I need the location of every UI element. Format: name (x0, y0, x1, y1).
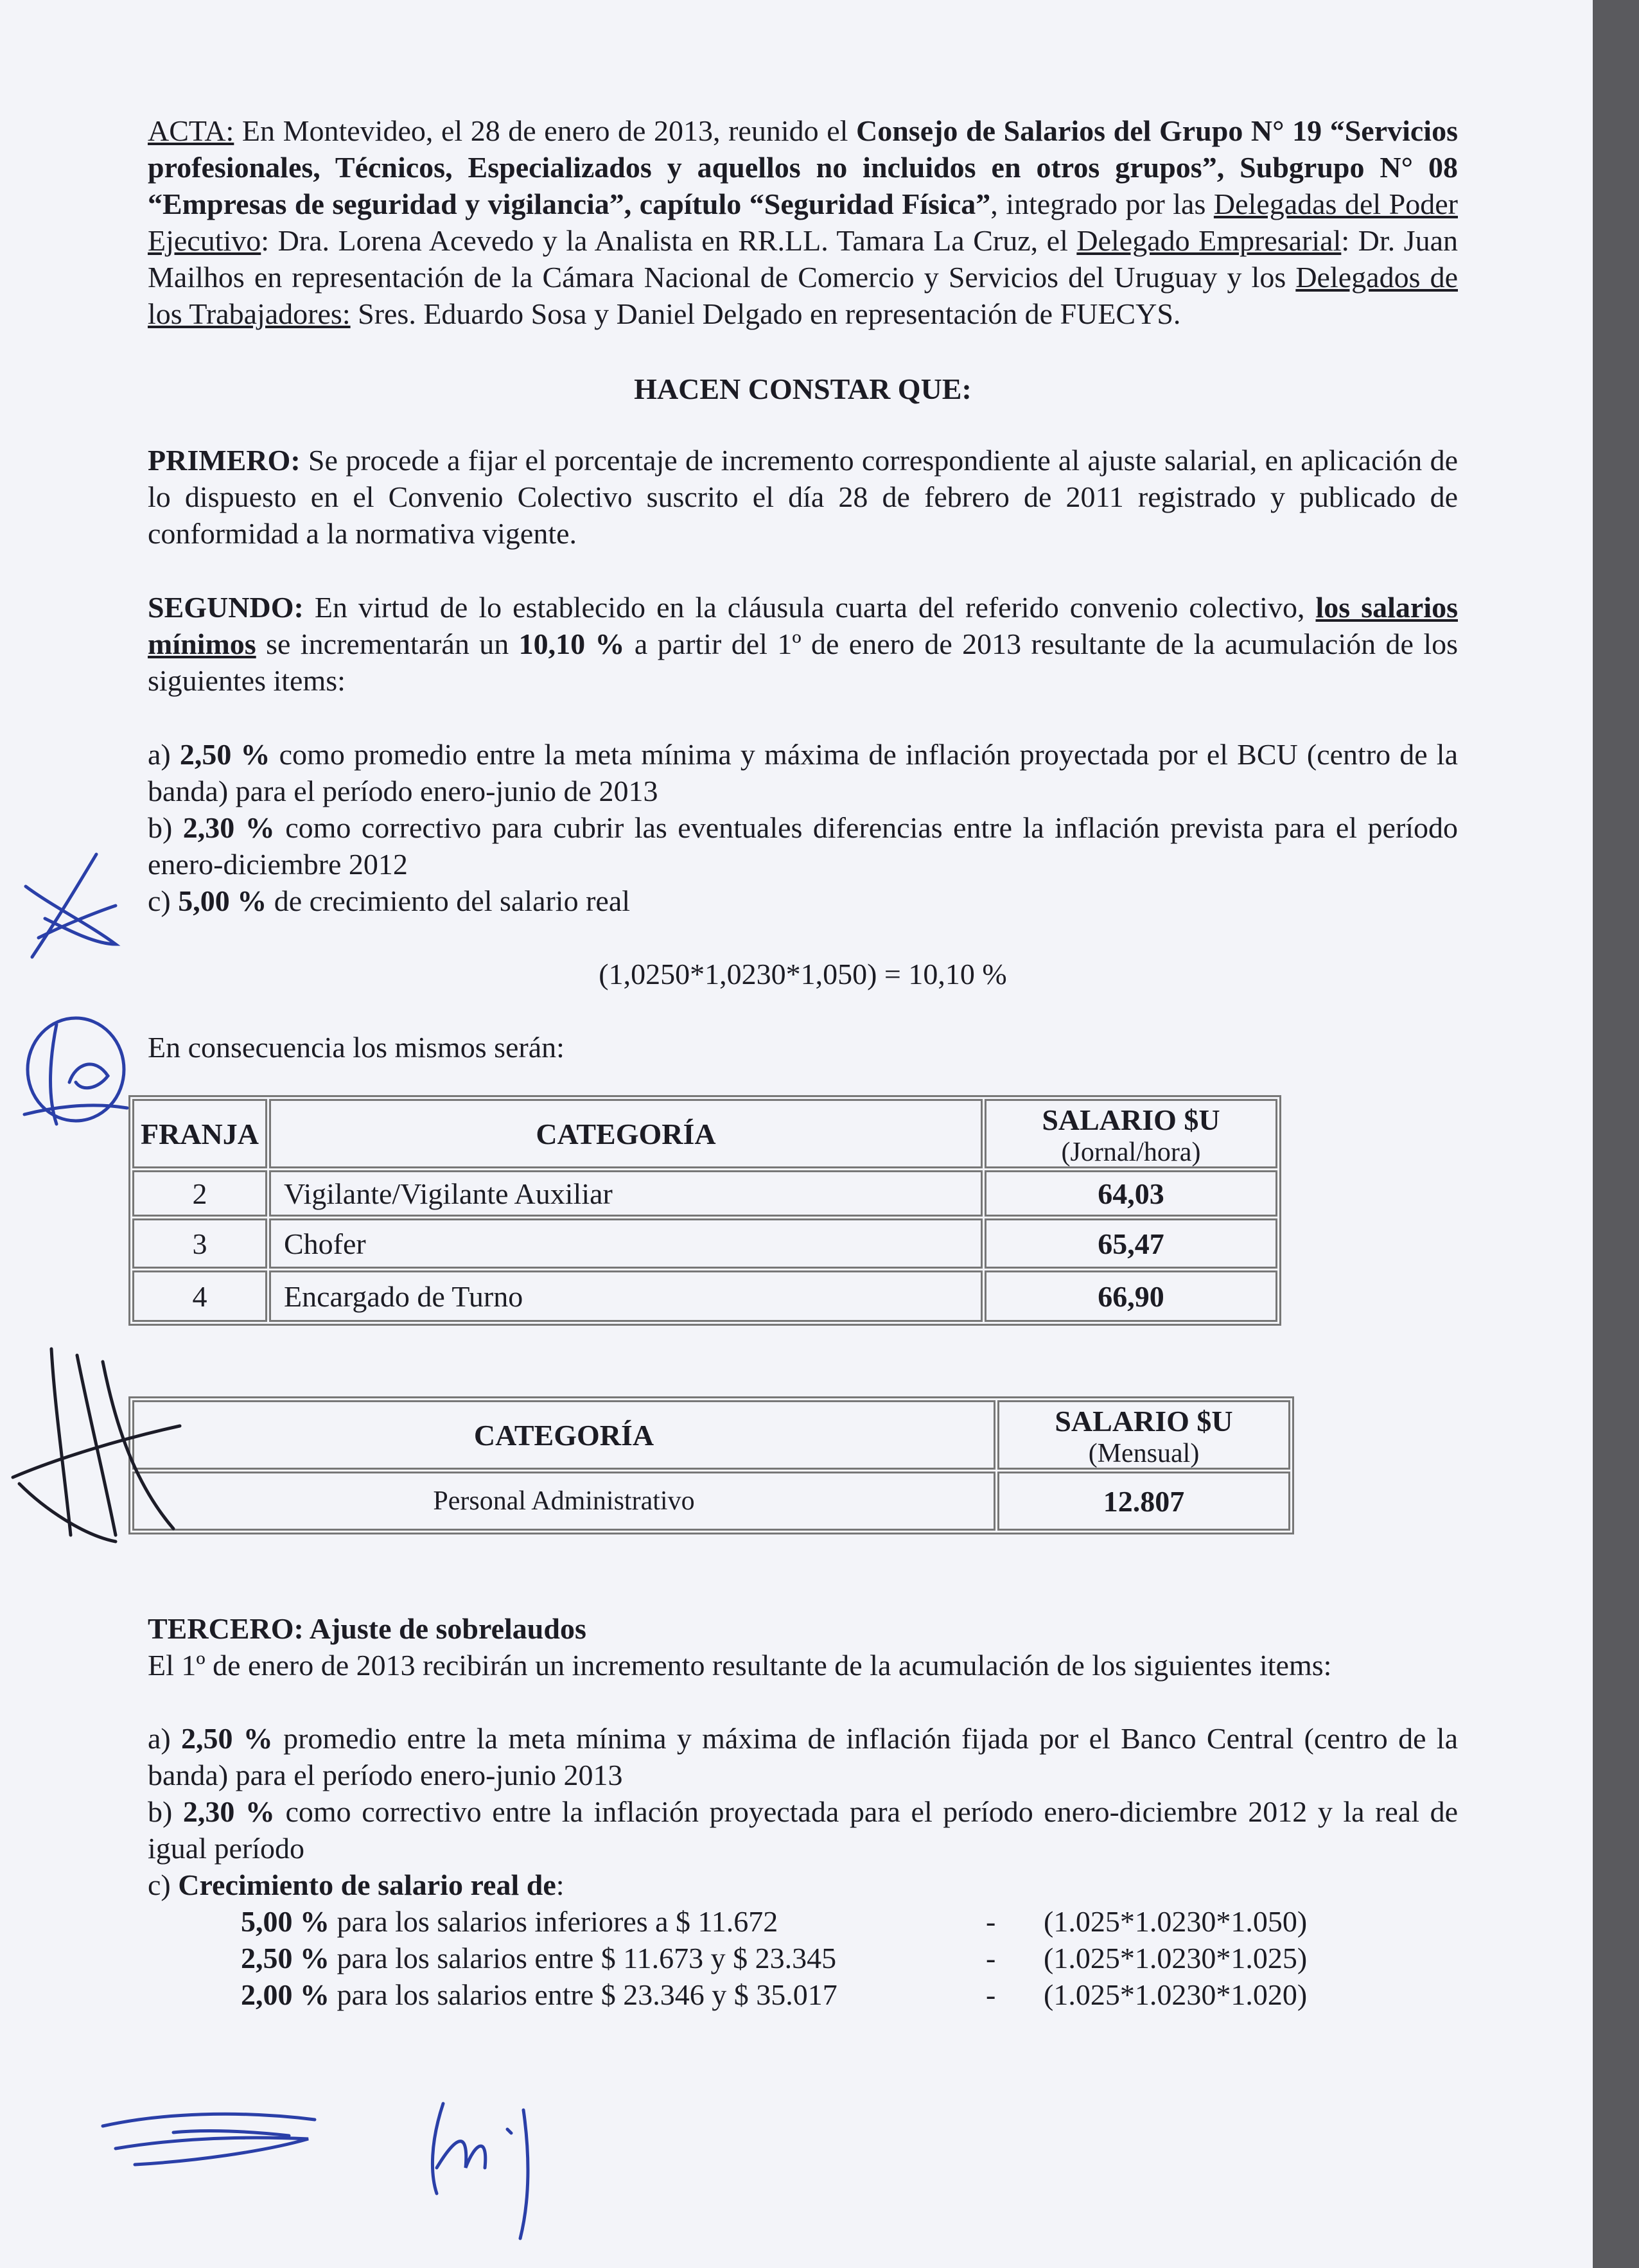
growth-pct: 2,00 % (241, 1978, 329, 2011)
primero-paragraph (148, 442, 1458, 552)
cell-salario: 12.807 (997, 1472, 1290, 1531)
acta-text-1: En Montevideo, el 28 de enero de 2013, reunido el (234, 114, 856, 147)
segundo-formula: (1,0250*1,0230*1,050) = 10,10 % (599, 958, 1007, 990)
item-value: 2,30 % (182, 1795, 275, 1828)
acta-text-2: , integrado por las (990, 188, 1214, 220)
item-letter: c) (148, 1868, 179, 1901)
cell-categoria: Encargado de Turno (269, 1270, 983, 1322)
item-text: promedio entre la meta mínima y máxima de inflación fijada por el Banco Central (centro de la banda) para el período enero-junio 2013 (148, 1722, 1458, 1791)
cell-franja: 3 (132, 1218, 267, 1269)
cell-categoria: Chofer (269, 1218, 983, 1269)
table-row (132, 1170, 1277, 1217)
acta-label: ACTA: (148, 114, 234, 147)
segundo-item-b (148, 809, 1458, 883)
segundo-label: SEGUNDO: (148, 591, 304, 624)
growth-dash: - (986, 1978, 996, 2011)
item-value: 2,50 % (179, 738, 270, 771)
growth-pct: 5,00 % (241, 1905, 329, 1938)
item-value: 2,30 % (182, 811, 275, 844)
tercero-item-b (148, 1793, 1458, 1867)
cell-categoria: Vigilante/Vigilante Auxiliar (269, 1170, 983, 1217)
signature-5 (417, 2091, 546, 2248)
growth-formula: (1.025*1.0230*1.050) (1044, 1905, 1308, 1938)
item-letter: b) (148, 811, 183, 844)
col-salario-unit: (Mensual) (1088, 1438, 1200, 1468)
salary-table-monthly (128, 1396, 1294, 1534)
growth-desc: para los salarios inferiores a $ 11.672 (329, 1905, 778, 1938)
acta-text-3: : Dra. Lorena Acevedo y la Analista en RR.LL. Tamara La Cruz, el (261, 224, 1077, 257)
col-salario (997, 1400, 1290, 1470)
col-salario-unit: (Jornal/hora) (1061, 1137, 1201, 1167)
signature-initial-2 (12, 1005, 140, 1137)
tercero-intro: El 1º de enero de 2013 recibirán un incremento resultante de la acumulación de los siguientes items: (148, 1649, 1332, 1682)
table-header-row (132, 1400, 1290, 1470)
scanner-edge (1593, 0, 1639, 2268)
heading-hacen-constar: HACEN CONSTAR QUE: (634, 373, 972, 405)
salary-table-hourly (128, 1095, 1281, 1326)
primero-label: PRIMERO: (148, 444, 301, 477)
table-row (132, 1218, 1277, 1269)
item-value: 5,00 % (178, 884, 267, 917)
item-letter: b) (148, 1795, 183, 1828)
col-categoria: CATEGORÍA (269, 1099, 983, 1168)
primero-text: Se procede a fijar el porcentaje de incremento correspondiente al ajuste salarial, en aplicación de lo dispuesto en el Convenio Colectivo suscrito el día 28 de febrero de 2011 registrado y publicado de conformidad a la normativa vigente. (148, 444, 1458, 550)
segundo-item-c (148, 883, 1458, 919)
growth-text (148, 1976, 986, 2013)
segundo-percent: 10,10 % (518, 628, 625, 660)
item-text: como correctivo entre la inflación proyectada para el período enero-diciembre 2012 y la real de igual período (148, 1795, 1459, 1865)
acta-text-5: Sres. Eduardo Sosa y Daniel Delgado en representación de FUECYS. (350, 297, 1181, 330)
cell-salario: 65,47 (985, 1218, 1277, 1269)
growth-row (148, 1940, 1458, 1976)
item-text: de crecimiento del salario real (267, 884, 631, 917)
segundo-consecuencia: En consecuencia los mismos serán: (148, 1031, 565, 1064)
tercero-item-a (148, 1720, 1458, 1793)
cell-salario: 64,03 (985, 1170, 1277, 1217)
item-letter: a) (148, 738, 180, 771)
col-salario-label: SALARIO $U (1055, 1404, 1233, 1437)
growth-dash: - (986, 1942, 996, 1974)
col-salario-label: SALARIO $U (1042, 1103, 1220, 1136)
acta-worker-delegates: Delegados de los Trabajadores: (148, 261, 1458, 330)
growth-row (148, 1976, 1458, 2013)
cell-categoria: Personal Administrativo (132, 1472, 995, 1531)
cell-salario: 66,90 (985, 1270, 1277, 1322)
table-header-row (132, 1099, 1277, 1168)
col-salario (985, 1099, 1277, 1168)
signature-initial-1 (19, 848, 122, 973)
growth-text (148, 1903, 986, 1940)
growth-desc: para los salarios entre $ 23.346 y $ 35.017 (329, 1978, 837, 2011)
item-colon: : (556, 1868, 565, 1901)
growth-formula: (1.025*1.0230*1.025) (1044, 1942, 1308, 1974)
item-letter: a) (148, 1722, 182, 1755)
acta-text-4: : Dr. Juan Mailhos en representación de la Cámara Nacional de Comercio y Servicios del Uruguay y los (148, 224, 1458, 294)
tercero-title: TERCERO: Ajuste de sobrelaudos (148, 1612, 586, 1645)
signature-3 (6, 1342, 186, 1551)
segundo-text-1: En virtud de lo establecido en la cláusula cuarta del referido convenio colectivo, (303, 591, 1316, 624)
segundo-salarios-minimos: los salarios mínimos (148, 591, 1458, 660)
item-text: como correctivo para cubrir las eventuales diferencias entre la inflación prevista para el período enero-diciembre 2012 (148, 811, 1459, 881)
growth-formula: (1.025*1.0230*1.020) (1044, 1978, 1308, 2011)
growth-dash: - (986, 1905, 996, 1938)
col-categoria: CATEGORÍA (132, 1400, 995, 1470)
growth-text (148, 1940, 986, 1976)
item-title: Crecimiento de salario real de (178, 1868, 556, 1901)
acta-council: Consejo de Salarios del Grupo N° 19 “Servicios profesionales, Técnicos, Especializados y aquellos no incluidos en otros grupos”, Subgrupo N° 08 “Empresas de seguridad y vigilancia”, capítulo “Seguridad Física” (148, 114, 1458, 220)
table-row (132, 1472, 1290, 1531)
cell-franja: 2 (132, 1170, 267, 1217)
document-body (141, 112, 1459, 2013)
segundo-item-a (148, 736, 1458, 809)
col-franja: FRANJA (132, 1099, 267, 1168)
acta-exec-delegates: Delegadas del Poder Ejecutivo (148, 188, 1458, 257)
growth-desc: para los salarios entre $ 11.673 y $ 23.345 (329, 1942, 837, 1974)
segundo-text-2: se incrementarán un (256, 628, 519, 660)
cell-franja: 4 (132, 1270, 267, 1322)
segundo-paragraph (148, 589, 1458, 699)
item-letter: c) (148, 884, 179, 917)
growth-row (148, 1903, 1458, 1940)
acta-employer-delegate: Delegado Empresarial (1076, 224, 1342, 257)
tercero-item-c (148, 1867, 1458, 1903)
signature-4 (96, 2100, 328, 2174)
item-text: como promedio entre la meta mínima y máxima de inflación proyectada por el BCU (centro de la banda) para el período enero-junio de 2013 (148, 738, 1458, 807)
table-row (132, 1270, 1277, 1322)
growth-pct: 2,50 % (241, 1942, 329, 1974)
segundo-text-3: a partir del 1º de enero de 2013 resultante de la acumulación de los siguientes items: (148, 628, 1458, 697)
acta-paragraph (148, 112, 1458, 332)
item-value: 2,50 % (181, 1722, 273, 1755)
